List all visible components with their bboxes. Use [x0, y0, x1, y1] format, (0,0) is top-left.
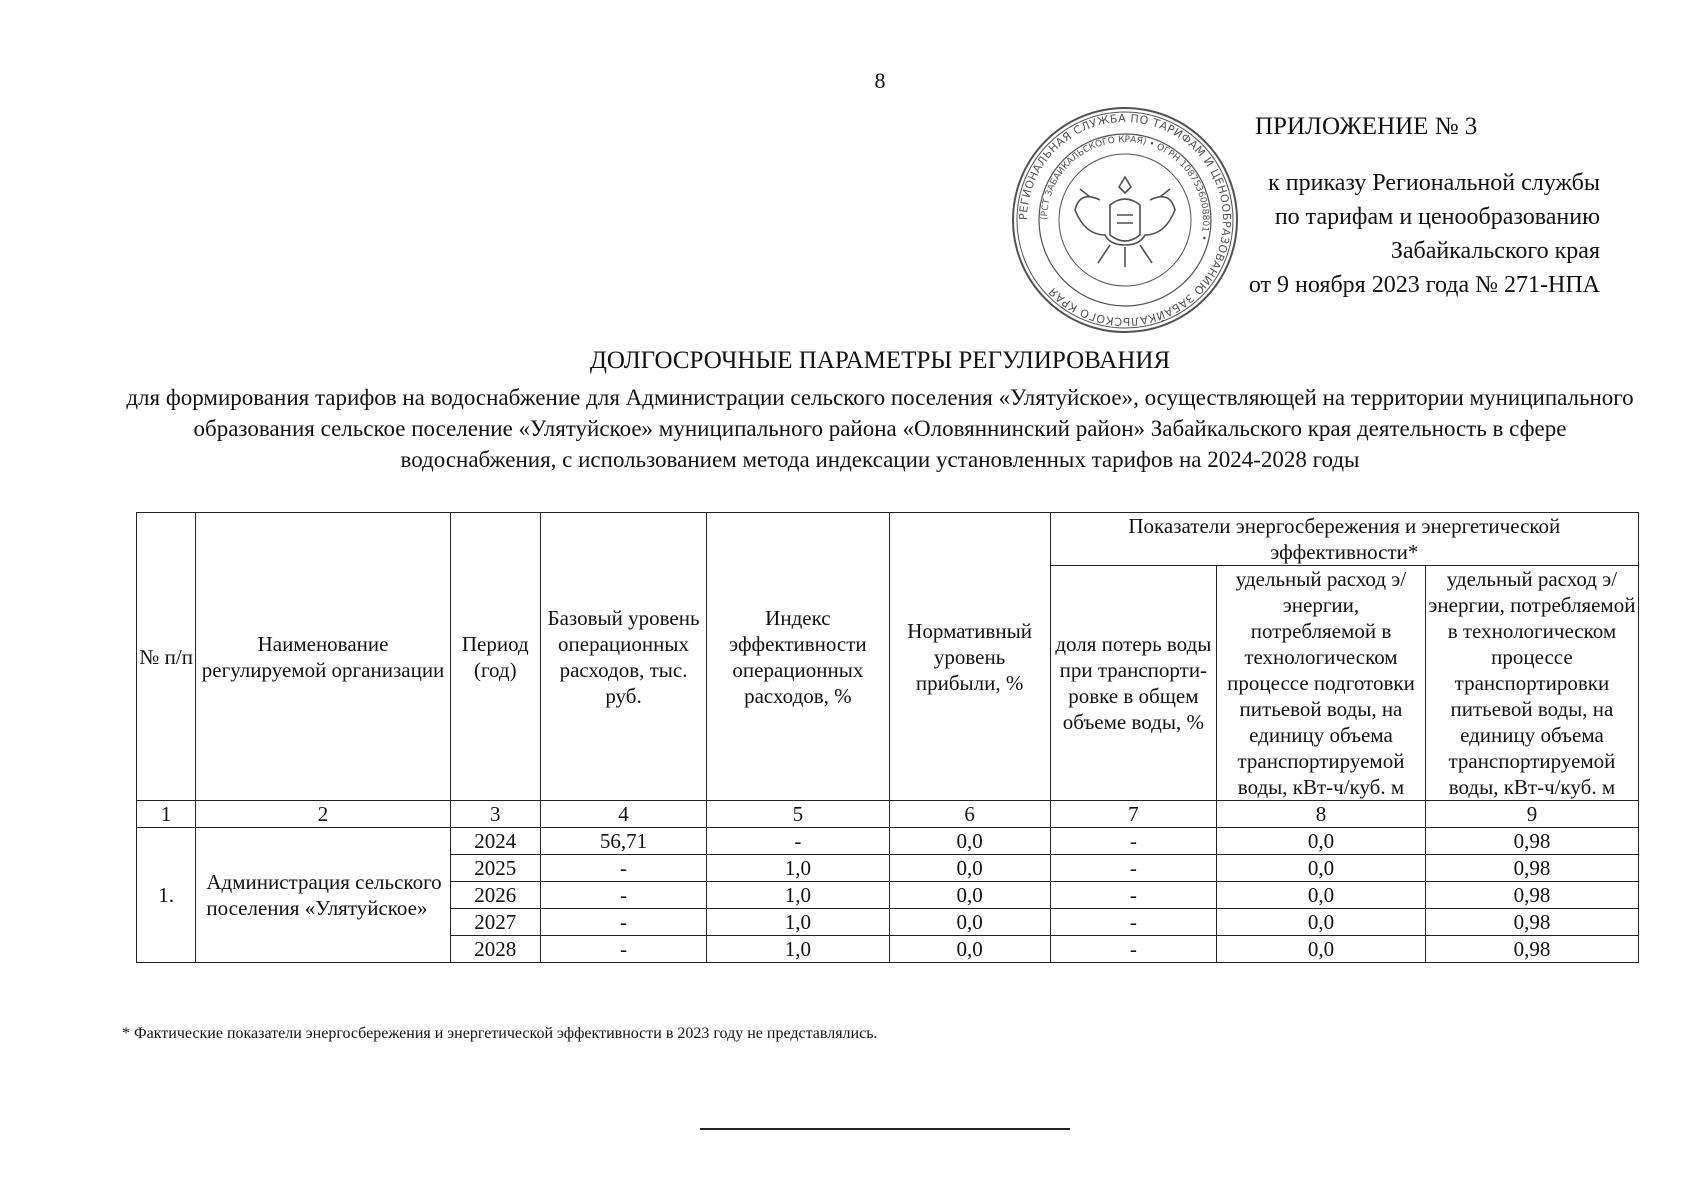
cell-efficiency-index: 1,0 [707, 882, 889, 909]
column-number: 7 [1050, 801, 1216, 828]
cell-profit: 0,0 [889, 855, 1050, 882]
appendix-line: к приказу Региональной службы [1268, 170, 1600, 196]
column-number: 1 [137, 801, 196, 828]
seal-outer-text: РЕГИОНАЛЬНАЯ СЛУЖБА ПО ТАРИФАМ И ЦЕНООБРАЗОВАНИЮ ЗАБАЙКАЛЬСКОГО КРАЯ [1016, 111, 1234, 329]
column-number: 6 [889, 801, 1050, 828]
cell-energy-transport: 0,98 [1425, 909, 1638, 936]
cell-efficiency-index: 1,0 [707, 936, 889, 963]
header-energy-group: Показатели энергосбережения и энергетической эффективности* [1050, 513, 1638, 566]
column-number: 4 [540, 801, 706, 828]
cell-year: 2027 [450, 909, 540, 936]
header-energy-transport: удельный расход э/энергии, потребляемой в технологическом процессе транспортировки питьевой воды, на единицу объема транспортируемой воды, кВт-ч/куб. м [1425, 566, 1638, 801]
appendix-line: Забайкальского края [1390, 238, 1600, 264]
parameters-table [136, 512, 1639, 963]
cell-profit: 0,0 [889, 828, 1050, 855]
cell-energy-preparation: 0,0 [1217, 882, 1426, 909]
seal-inner-text: (РСТ ЗАБАЙКАЛЬСКОГО КРАЯ) • ОГРН 1087536008801 • [1039, 134, 1211, 242]
cell-efficiency-index: 1,0 [707, 855, 889, 882]
header-energy-preparation: удельный расход э/энергии, потребляемой в технологическом процессе подготовки питьевой воды, на единицу объема транспортируемой воды, кВт-ч/куб. м [1217, 566, 1426, 801]
divider [700, 1128, 1070, 1130]
header-efficiency-index: Индекс эффективности операционных расходов, % [707, 513, 889, 801]
page-number: 8 [874, 68, 886, 93]
cell-year: 2024 [450, 828, 540, 855]
cell-water-losses: - [1050, 882, 1216, 909]
cell-energy-transport: 0,98 [1425, 882, 1638, 909]
cell-water-losses: - [1050, 936, 1216, 963]
cell-energy-transport: 0,98 [1425, 855, 1638, 882]
cell-profit: 0,0 [889, 882, 1050, 909]
appendix-line: по тарифам и ценообразованию [1274, 204, 1600, 230]
cell-efficiency-index: - [707, 828, 889, 855]
cell-energy-preparation: 0,0 [1217, 909, 1426, 936]
column-number-row [137, 801, 1639, 828]
footnote: * Фактические показатели энергосбережения и энергетической эффективности в 2023 году не представлялись. [122, 1025, 878, 1042]
organization-name: Администрация сельского поселения «Улятуйское» [196, 828, 450, 963]
cell-base-cost: - [540, 909, 706, 936]
appendix-header [1170, 110, 1630, 302]
cell-water-losses: - [1050, 828, 1216, 855]
column-number: 3 [450, 801, 540, 828]
cell-base-cost: - [540, 936, 706, 963]
eagle-emblem-icon [1075, 177, 1175, 267]
header-num: № п/п [137, 513, 196, 801]
table-row [137, 828, 1639, 855]
cell-base-cost: - [540, 882, 706, 909]
column-number: 5 [707, 801, 889, 828]
cell-year: 2028 [450, 936, 540, 963]
appendix-line: от 9 ноября 2023 года № 271-НПА [1248, 272, 1600, 298]
appendix-title: ПРИЛОЖЕНИЕ № 3 [1255, 113, 1478, 140]
cell-profit: 0,0 [889, 936, 1050, 963]
cell-profit: 0,0 [889, 909, 1050, 936]
cell-year: 2025 [450, 855, 540, 882]
header-organization: Наименование регулируемой организации [196, 513, 450, 801]
header-profit: Нормативный уровень прибыли, % [889, 513, 1050, 801]
cell-efficiency-index: 1,0 [707, 909, 889, 936]
column-number: 9 [1425, 801, 1638, 828]
document-title: ДОЛГОСРОЧНЫЕ ПАРАМЕТРЫ РЕГУЛИРОВАНИЯ [589, 347, 1171, 374]
row-number: 1. [137, 828, 196, 963]
cell-energy-transport: 0,98 [1425, 828, 1638, 855]
cell-base-cost: - [540, 855, 706, 882]
header-base-cost: Базовый уровень операционных расходов, тыс. руб. [540, 513, 706, 801]
cell-energy-preparation: 0,0 [1217, 936, 1426, 963]
cell-water-losses: - [1050, 909, 1216, 936]
cell-energy-preparation: 0,0 [1217, 828, 1426, 855]
cell-water-losses: - [1050, 855, 1216, 882]
header-water-losses: доля потерь воды при транспорти-ровке в общем объеме воды, % [1050, 566, 1216, 801]
header-period: Период (год) [450, 513, 540, 801]
document-subtitle: для формирования тарифов на водоснабжение для Администрации сельского поселения «Улятуйское», осуществляющей на территории муниципального образования сельское поселение «Улятуйское» муниципального района «Оловяннинский район» Забайкальского края деятельность в сфере водоснабжения, с использованием метода индексации установленных тарифов на 2024-2028 годы [126, 385, 1634, 472]
cell-energy-preparation: 0,0 [1217, 855, 1426, 882]
column-number: 2 [196, 801, 450, 828]
cell-base-cost: 56,71 [540, 828, 706, 855]
cell-year: 2026 [450, 882, 540, 909]
column-number: 8 [1217, 801, 1426, 828]
cell-energy-transport: 0,98 [1425, 936, 1638, 963]
